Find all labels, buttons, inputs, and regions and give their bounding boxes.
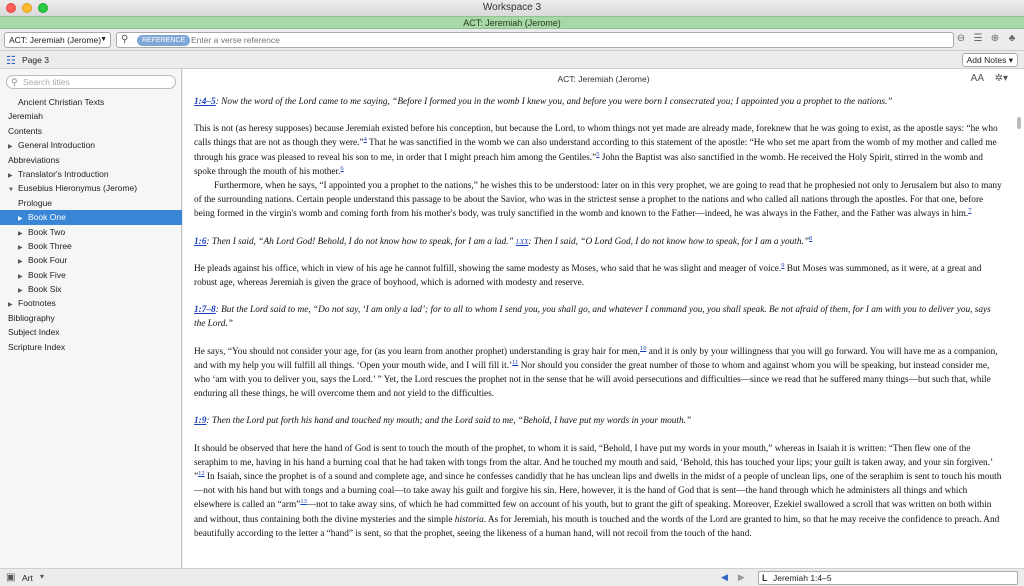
disclosure-right-icon[interactable]: ▶ (8, 144, 13, 151)
chevron-down-icon[interactable]: ▾ (40, 572, 45, 581)
footnote-link[interactable]: 6 (340, 164, 344, 172)
commentary-paragraph (194, 345, 1002, 402)
title-search-field[interactable] (6, 75, 176, 89)
paragraph-text: —not to take away sins, of which he had committed few on account of his youth, but to grant the gift of speaking. Moreover, Ezekiel swallowed a scroll that was written on both within and without, thus containing both the divine mysteries and the simple (194, 500, 992, 525)
toc-item-label: Book Five (28, 269, 66, 280)
toc-item-label: Book Six (28, 284, 62, 295)
commentary-paragraph (194, 179, 1002, 222)
reference-box (116, 32, 954, 48)
toc-item[interactable] (0, 225, 182, 239)
zoom-window-button[interactable] (38, 3, 48, 13)
toc-item-label: Prologue (18, 197, 53, 208)
toc-item[interactable] (0, 153, 182, 167)
forward-arrow-icon[interactable]: ▶ (737, 572, 745, 582)
toc-list (0, 95, 182, 354)
toolbar (0, 29, 1024, 51)
toc-item[interactable] (0, 325, 182, 339)
scripture-lemma (194, 95, 1002, 109)
toc-item-label: Book Three (28, 240, 72, 251)
toc-item[interactable] (0, 196, 182, 210)
toc-item[interactable] (0, 340, 182, 354)
reference-type-pill[interactable]: REFERENCE (137, 35, 190, 46)
footnote-link[interactable]: 13 (300, 498, 307, 506)
lemma-text: : Then I said, “O Lord God, I do not know how to speak, for I am a youth.” (528, 236, 810, 247)
resource-text (194, 95, 1002, 554)
toc-item-label: Ancient Christian Texts (18, 97, 105, 107)
footnote-link[interactable]: 7 (968, 207, 972, 215)
resource-dropdown[interactable] (4, 32, 111, 48)
window-titlebar (0, 0, 1024, 16)
chevron-down-icon: ▼ (100, 36, 107, 43)
toc-item-label: Book Two (28, 226, 66, 237)
toolbar-icons (955, 33, 1018, 45)
toc-item[interactable] (0, 253, 182, 267)
commentary-paragraph (194, 442, 1002, 541)
toc-list-icon[interactable]: ☷ (6, 55, 16, 67)
italic-term: historia (454, 514, 484, 525)
disclosure-right-icon[interactable]: ▶ (18, 230, 23, 237)
location-icon: L (762, 573, 768, 583)
status-bar (0, 568, 1024, 586)
location-field[interactable] (758, 571, 1018, 585)
toc-item[interactable] (0, 124, 182, 138)
toc-item-label: Jeremiah (8, 111, 43, 122)
disclosure-right-icon[interactable]: ▶ (18, 259, 23, 266)
toc-item-selected[interactable] (0, 210, 182, 224)
footnote-link[interactable]: 8 (809, 234, 813, 242)
paragraph-text: In Isaiah, since the prophet is of a sound and complete age, and since he confesses candidly that he has unclean lips and dwells in the midst of a people of unclean lips, one of the seraphim is sent to touch his mouth—not with his hand but with tongs and a burning coal—to take away his guilt and forgive his sin. Here, however, it is the hand of God that is sent—the hand through which he administers all things and which elsewhere is called an “arm” (194, 472, 1002, 511)
toc-item-label: Scripture Index (8, 341, 66, 352)
chevron-down-icon: ▾ (1008, 55, 1013, 65)
disclosure-right-icon[interactable]: ▶ (8, 302, 13, 309)
paragraph-text: It should be observed that here the hand of God is sent to touch the mouth of the prophet, to whom it is said, “Behold, I have put my words in your mouth,” whereas in Isaiah it is written: “Then flew one of the seraphim to me, having in his hand a burning coal that he had taken with tongs from the altar. And he touched my mouth and said, ‘Behold, this has touched your lips; your guilt is taken away, and your sin forgiven.’ ” (194, 443, 993, 483)
window-title: Workspace 3 (482, 2, 542, 13)
verse-link[interactable]: 1:4–5 (194, 97, 216, 107)
lemma-text: : Then I said, “Ah Lord God! Behold, I do not know how to speak, for I am a lad.” (206, 236, 516, 247)
disclosure-right-icon[interactable]: ▶ (18, 244, 23, 251)
scripture-lemma (194, 303, 1002, 331)
footnote-link[interactable]: 10 (639, 344, 647, 352)
add-icon[interactable]: ⊕ (990, 33, 1000, 44)
history-nav (721, 572, 755, 583)
panel-tab-title: ACT: Jeremiah (Jerome) (463, 18, 561, 28)
footnote-link[interactable]: 9 (781, 261, 785, 269)
toc-item[interactable] (0, 95, 182, 109)
back-arrow-icon[interactable]: ◀ (721, 572, 728, 582)
disclosure-right-icon[interactable]: ▶ (8, 172, 13, 179)
scripture-lemma (194, 414, 1002, 428)
reading-pane (183, 69, 1024, 568)
toc-item[interactable] (0, 239, 182, 253)
commentary-paragraph (194, 122, 1002, 179)
toc-item[interactable] (0, 268, 182, 282)
add-notes-label: Add Notes (966, 55, 1007, 65)
image-icon[interactable]: ▣ (6, 572, 16, 583)
paragraph-text: He says, “You should not consider your age, for (as you learn from another prophet) understanding is gray hair for men, (194, 346, 640, 357)
search-icon[interactable]: ⚲ (121, 34, 129, 45)
art-label[interactable]: Art (22, 573, 33, 583)
toc-item-label: General Introduction (18, 140, 96, 151)
scripture-lemma (194, 235, 1002, 249)
toc-item-label: Bibliography (8, 312, 55, 323)
paragraph-text: He pleads against his office, which in view of his age he cannot fulfill, showing the same modesty as Moses, who said that he was slight and meager of voice. (194, 263, 782, 274)
paragraph-text: But Moses was summoned, as it were, at a great and robust age, whereas Jeremiah is given the grace of boyhood, which is adorned with modesty and reserve. (194, 263, 982, 289)
verse-link[interactable]: 1:7–8 (194, 305, 216, 316)
people-icon[interactable]: ♣ (1008, 33, 1016, 44)
lemma-text: : Then the Lord put forth his hand and touched my mouth; and the Lord said to me, “Behold, I have put my words in your mouth.” (206, 416, 692, 427)
page-label: Page 3 (22, 55, 49, 65)
toc-item-label: Abbreviations (8, 154, 60, 165)
footnote-link[interactable]: 5 (596, 150, 600, 158)
footnote-link[interactable]: 4 (363, 136, 367, 144)
title-search-placeholder: Search titles (23, 77, 70, 87)
add-notes-button[interactable] (962, 53, 1018, 67)
paragraph-text: Nor should you consider the great number of those to whom and against whom you will be speaking, but instead consider me, who ‘am with you to deliver you, says the Lord.’ ” Yet, the Lord rescues the prophet not in the sense that he will avoid persecutions and difficulties—since we read that he suffered many things—but such that, while enduring all these things, he will overcome them and not yield to the difficulties. (194, 360, 991, 400)
paragraph-text: . As for Jeremiah, his mouth is touched and the words of the Lord are granted to him, so that he may receive the confidence to preach. And beautifully according to the letter a “hand” is sent, so that the prophet, seeing the likeness of a human hand, will not recoil from the touch of the hand. (194, 514, 1000, 539)
commentary-paragraph (194, 262, 1002, 290)
resource-dropdown-label: ACT: Jeremiah (Jerome) (9, 35, 102, 45)
scrollbar-thumb[interactable] (1017, 117, 1021, 129)
paragraph-text: That he was sanctified in the womb we can also understand according to this statement of the apostle: “He who set me apart from the womb of my mother and called me through his grace was pleased to reveal his son to me, in order that I might preach him among the Gentiles.” (194, 138, 997, 163)
minimize-window-button[interactable] (22, 3, 32, 13)
window-controls (6, 3, 48, 13)
toc-item[interactable] (0, 311, 182, 325)
toc-item[interactable] (0, 109, 182, 123)
toc-item[interactable] (0, 282, 182, 296)
font-size-icon[interactable]: AA (970, 73, 984, 84)
toc-item[interactable] (0, 138, 182, 152)
reference-input[interactable] (191, 34, 931, 46)
close-window-button[interactable] (6, 3, 16, 13)
disclosure-right-icon[interactable]: ▶ (18, 216, 23, 223)
resource-title: ACT: Jeremiah (Jerome) (557, 74, 650, 84)
paragraph-text: This is not (as heresy supposes) because Jeremiah existed before his conception, but because the Lord, to whom things not yet made are already made, foreknew that he was going to exist, as the apostle says: “he who calls things that are not as though they were.” (194, 124, 998, 149)
footnote-link[interactable]: 11 (512, 358, 519, 366)
lemma-text: : Now the word of the Lord came to me saying, “Before I formed you in the womb I knew you, and before you were born I consecrated you; I appointed you a prophet to the nations.” (215, 97, 893, 107)
paragraph-text: Furthermore, when he says, “I appointed you a prophet to the nations,” he wishes this to be understood: later on in this very prophet, we are going to read that he prophesied not only to Jerusalem but also to many of the surrounding nations. Certain people understand this passage to be about the Savior, who was in the strictest sense a prophet to the nations and who called all nations through the apostles. For that one, before being formed in the virgin's womb and coming forth from his mother's body, was truly sanctified in the womb and known to the Father—indeed, he was always in the Father, and the Father was always in him. (194, 181, 1002, 220)
panel-tab[interactable] (0, 16, 1024, 29)
toc-item-label: Translator's Introduction (18, 168, 109, 179)
gear-icon[interactable]: ✲▾ (994, 73, 1008, 84)
toc-item[interactable] (0, 296, 182, 310)
footnote-link[interactable]: 12 (198, 469, 205, 477)
list-icon[interactable]: ☰ (973, 33, 983, 44)
location-text: Jeremiah 1:4–5 (773, 573, 832, 583)
toc-item-label: Subject Index (8, 327, 60, 338)
lemma-text: : But the Lord said to me, “Do not say, ‘I am only a lad’; for to all to whom I send you, you shall go, and whatever I command you, you shall speak. Be not afraid of them, for I am with you to deliver you, says the Lord.” (194, 305, 991, 330)
toc-item-label: Contents (8, 125, 43, 136)
sync-icon[interactable]: ⊖ (956, 33, 966, 44)
paragraph-text: and it is only by your willingness that you will go forward. You will have me as a companion, and with my help you will fulfill all things. ‘Open your mouth wide, and I will fill it.’ (194, 346, 998, 371)
verse-link[interactable]: 1:6 (194, 236, 207, 247)
toc-item-label: Book One (28, 212, 66, 223)
lxx-link[interactable]: LXX (515, 237, 529, 246)
paragraph-text: John the Baptist was also sanctified in the womb. He received the Holy Spirit, stirred in the womb and spoke through the mouth of his mother. (194, 152, 983, 177)
page-bar (0, 51, 1024, 69)
reading-pane-header (183, 69, 1024, 89)
toc-item[interactable] (0, 167, 182, 181)
disclosure-right-icon[interactable]: ▶ (18, 273, 23, 280)
search-icon: ⚲ (11, 77, 18, 87)
toc-item-label: Book Four (28, 255, 68, 266)
toc-item-label: Eusebius Hieronymus (Jerome) (18, 183, 138, 194)
toc-sidebar (0, 69, 182, 568)
toc-item-label: Footnotes (18, 298, 56, 309)
disclosure-down-icon[interactable]: ▼ (8, 187, 14, 194)
verse-link[interactable]: 1:9 (194, 416, 207, 427)
disclosure-right-icon[interactable]: ▶ (18, 288, 23, 295)
toc-item[interactable] (0, 181, 182, 195)
